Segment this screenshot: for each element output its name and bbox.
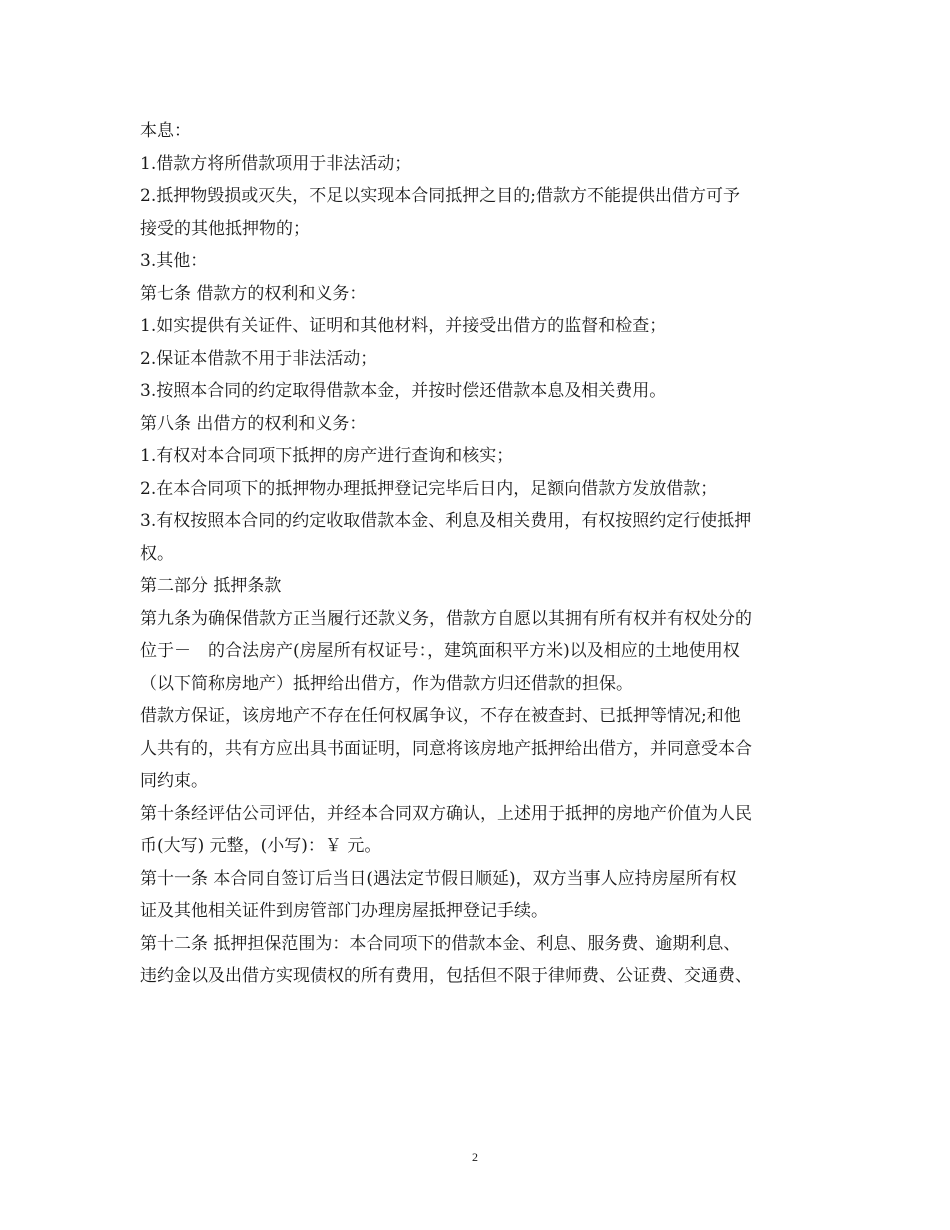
article-heading: 第八条 出借方的权利和义务： [140,413,367,434]
page-number: 2 [472,1150,478,1164]
text-line: 第十条经评估公司评估，并经本合同双方确认，上述用于抵押的房地产价值为人民 [140,803,752,824]
text-line: 借款方保证，该房地产不存在任何权属争议，不存在被查封、已抵押等情况;和他 [140,706,741,726]
text-line: 2.在本合同项下的抵押物办理抵押登记完毕后日内，足额向借款方发放借款； [140,478,718,499]
text-line: 1.有权对本合同项下抵押的房产进行查询和核实； [140,446,514,466]
text-line: 第十二条 抵押担保范围为：本合同项下的借款本金、利息、服务费、逾期利息、 [140,933,741,954]
text-line: 3.有权按照本合同的约定收取借款本金、利息及相关费用，有权按照约定行使抵押 [140,511,752,531]
text-line: 1.借款方将所借款项用于非法活动； [140,153,412,174]
text-line: 人共有的，共有方应出具书面证明，同意将该房地产抵押给出借方，并同意受本合 [140,738,752,759]
text-line: 2.保证本借款不用于非法活动； [140,348,378,369]
text-line: （以下简称房地产）抵押给出借方，作为借款方归还借款的担保。 [140,673,633,694]
document-body [140,115,816,993]
text-line: 同约束。 [140,771,208,791]
text-line: 第十一条 本合同自签订后当日(遇法定节假日顺延)，双方当事人应持房屋所有权 [140,868,737,889]
text-line: 违约金以及出借方实现债权的所有费用，包括但不限于律师费、公证费、交通费、 [140,966,752,986]
article-heading: 第七条 借款方的权利和义务： [140,283,367,304]
text-line: 第九条为确保借款方正当履行还款义务，借款方自愿以其拥有所有权并有权处分的 [140,608,752,629]
text-line: 币(大写) 元整，(小写)：￥ 元。 [140,836,382,856]
text-line: 3.按照本合同的约定取得借款本金，并按时偿还借款本息及相关费用。 [140,381,667,401]
text-line: 权。 [140,543,174,564]
text-line: 3.其他： [140,251,208,271]
text-line: 本息： [140,121,191,141]
section-heading: 第二部分 抵押条款 [140,576,282,596]
text-line: 接受的其他抵押物的； [140,218,310,239]
text-line: 证及其他相关证件到房管部门办理房屋抵押登记手续。 [140,901,548,921]
text-line: 1.如实提供有关证件、证明和其他材料，并接受出借方的监督和检查； [140,316,667,336]
text-line: 位于－ 的合法房产(房屋所有权证号：，建筑面积平方米)以及相应的土地使用权 [140,641,740,661]
text-line: 2.抵押物毁损或灭失，不足以实现本合同抵押之目的;借款方不能提供出借方可予 [140,186,740,206]
